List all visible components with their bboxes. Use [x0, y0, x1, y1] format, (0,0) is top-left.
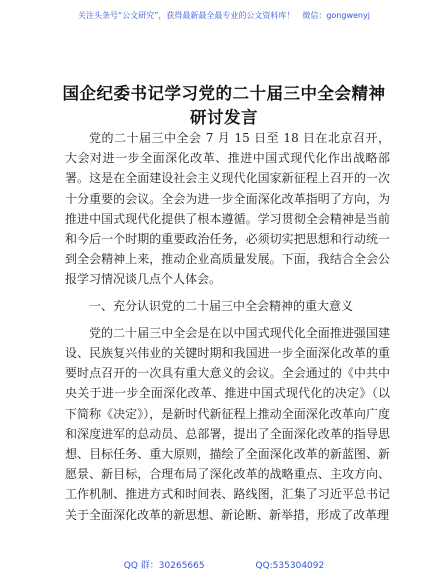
qq-text: QQ:535304092 [255, 561, 325, 571]
paragraph-significance: 党的二十届三中全会是在以中国式现代化全面推进强国建设、民族复兴伟业的关键时期和我国进一步全面深化改革的重要时点召开的一次具有重大意义的会议。全会通过的《中共中央关于进一步全面深化改革、推进中国式现代化的决定》（以下简称《决定》），是新时代新征程上推动全面深化改革向广度和深度进军的总动员、总部署，提出了全面深化改革的指导思想、目标任务、重大原则，描绘了全面深化改革的新蓝图、新愿景、新目标，合理布局了深化改革的战略重点、主攻方向、工作机制、推进方式和时间表、路线图，汇集了习近平总书记关于全面深化改革的新思想、新论断、新举措，形成了改革理 [65, 325, 390, 522]
footer-contact [0, 558, 448, 571]
qq-group-text: QQ 群：30265665 [123, 561, 205, 571]
paragraph-intro: 党的二十届三中全会 7 月 15 日至 18 日在北京召开，大会对进一步全面深化改革、推进中国式现代化作出战略部署。这是在全面建设社会主义现代化国家新征程上召开的一次十分重要的会议。全会为进一步全面深化改革指明了方向，为推进中国式现代化提供了根本遵循。学习贯彻全会精神是当前和今后一个时期的重要政治任务，必须切实把思想和行动统一到全会精神上来，推动企业高质量发展。下面，我结合全会公报学习情况谈几点个人体会。 [65, 131, 390, 287]
document-subtitle: 研讨发言 [190, 108, 258, 127]
section-heading: 一、充分认识党的二十届三中全会精神的重大意义 [89, 298, 354, 313]
document-title: 国企纪委书记学习党的二十届三中全会精神 [62, 84, 386, 103]
header-banner: 关注头条号“公文研究”，获得最新最全最专业的公文资料库！ 微信：gongwenyj [78, 11, 370, 20]
document-body [65, 128, 390, 525]
